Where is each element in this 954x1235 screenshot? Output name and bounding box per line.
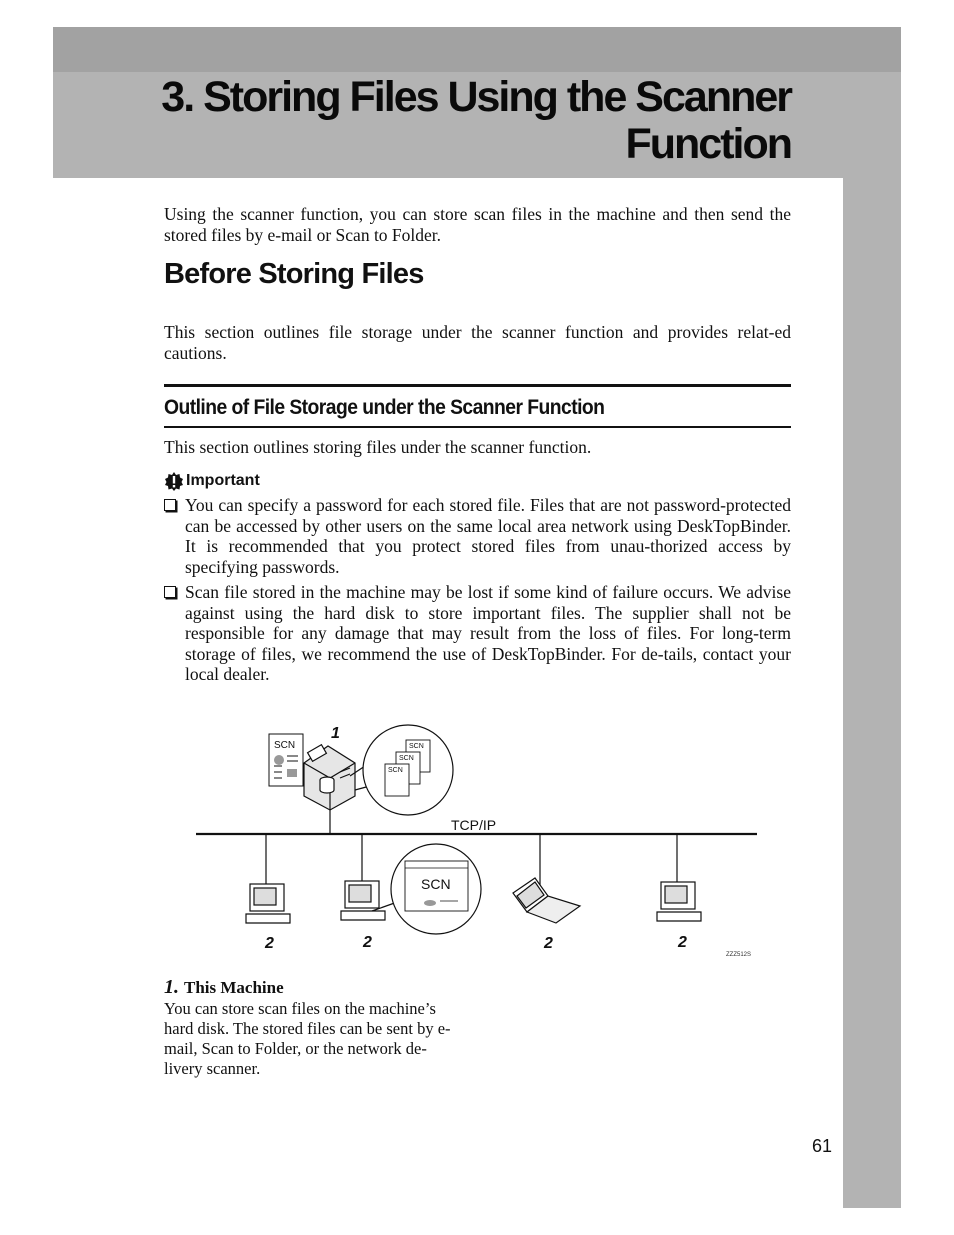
page-edge-tab xyxy=(843,178,901,1208)
laptop-icon xyxy=(513,878,580,923)
multifunction-printer-icon xyxy=(304,745,355,810)
important-item xyxy=(164,495,791,577)
checkbox-icon xyxy=(164,586,176,598)
chapter-header-band-top xyxy=(53,27,901,72)
svg-text:2: 2 xyxy=(265,935,274,952)
network-storage-diagram xyxy=(190,718,762,964)
client-computer-icon xyxy=(246,884,290,923)
subsection-intro-paragraph: This section outlines storing files under the scanner function. xyxy=(164,437,592,457)
important-label: Important xyxy=(186,472,260,489)
caption-text: You can store scan files on the machine’s hard disk. The stored files can be sent by e-mail, Scan to Folder, or the network de-livery scanner. xyxy=(164,999,451,1078)
svg-text:SCN: SCN xyxy=(388,767,403,774)
svg-text:2: 2 xyxy=(678,934,687,951)
svg-text:SCN: SCN xyxy=(421,876,451,892)
intro-paragraph: Using the scanner function, you can store scan files in the machine and then send the stored files by e-mail or Scan to Folder. xyxy=(164,204,791,245)
svg-text:2: 2 xyxy=(544,935,553,952)
svg-text:2: 2 xyxy=(363,934,372,951)
svg-text:SCN: SCN xyxy=(409,743,424,750)
subsection-title: Outline of File Storage under the Scanner Function xyxy=(164,396,605,419)
important-item-text: You can specify a password for each stored file. Files that are not password-protected can be accessed by other users on the same local area network using DeskTopBinder. It is recommended that you protect stored files from unau-thorized access by specifying passwords. xyxy=(185,495,791,577)
client-computer-icon xyxy=(657,882,701,921)
subsection-heading-box xyxy=(164,384,791,428)
page-number: 61 xyxy=(812,1136,833,1156)
section-intro-paragraph: This section outlines file storage under the scanner function and provides relat-ed cautions. xyxy=(164,322,791,363)
important-item xyxy=(164,582,791,685)
scan-document-icon xyxy=(269,734,303,786)
important-item-text: Scan file stored in the machine may be lost if some kind of failure occurs. We advise against using the hard disk to store important files. The supplier shall not be responsible for any damage that may result from the loss of files. For long-term storage of files, we recommend the use of DeskTopBinder. For de-tails, contact your local dealer. xyxy=(185,582,791,684)
stored-files-zoom xyxy=(350,725,453,815)
chapter-title-line-2: Function xyxy=(625,120,791,168)
svg-text:SCN: SCN xyxy=(274,740,296,751)
svg-text:SCN: SCN xyxy=(399,755,414,762)
checkbox-icon xyxy=(164,499,176,511)
figure-code: ZZZ512S xyxy=(726,952,752,958)
important-icon xyxy=(164,471,184,491)
app-window-zoom xyxy=(391,844,481,934)
chapter-title xyxy=(91,74,791,168)
section-title: Before Storing Files xyxy=(164,258,424,290)
important-heading xyxy=(164,470,791,492)
chapter-title-line-1: 3. Storing Files Using the Scanner xyxy=(161,73,791,121)
important-list xyxy=(164,495,791,690)
svg-text:1: 1 xyxy=(331,725,340,742)
network-label: TCP/IP xyxy=(451,817,497,833)
caption-heading xyxy=(164,975,284,1000)
caption-title: This Machine xyxy=(184,978,284,997)
caption-number: 1. xyxy=(164,976,179,998)
